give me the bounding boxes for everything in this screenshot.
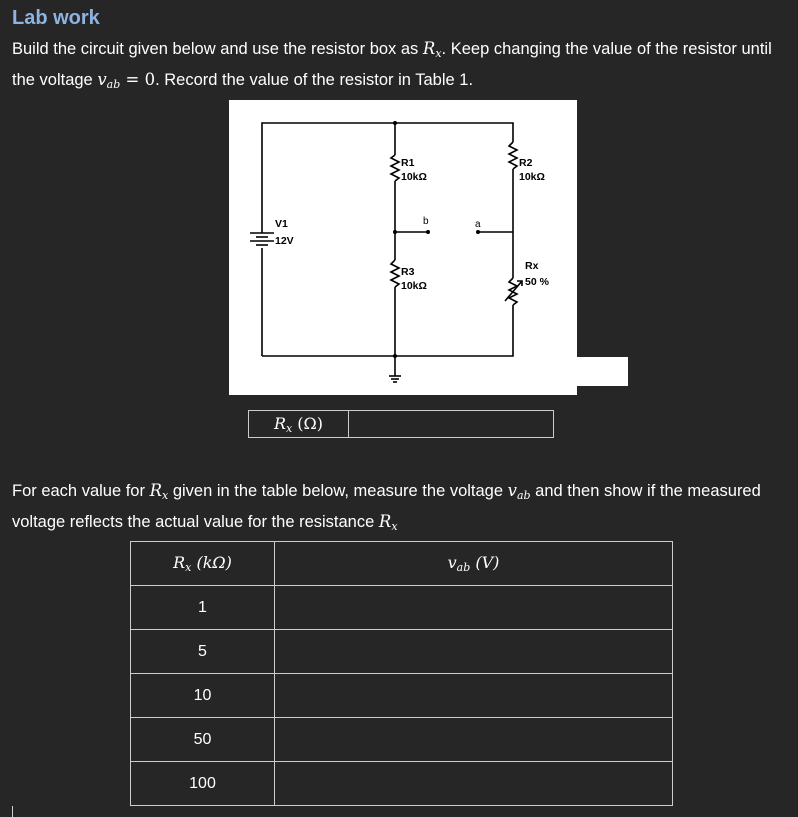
circuit-schematic [229, 100, 577, 395]
table-row [131, 762, 673, 806]
r1-value: 10kΩ [401, 171, 427, 183]
white-strip [577, 357, 628, 386]
table1-header-cell: $R_x$ (Ω) [249, 411, 349, 438]
section-heading: Lab work [12, 7, 100, 29]
vab-cell[interactable] [275, 762, 673, 806]
r1-label: R1 [401, 157, 415, 169]
rx-symbol: $R_x$ [149, 481, 169, 502]
rx-label: Rx [525, 260, 539, 272]
vab-cell[interactable] [275, 674, 673, 718]
r2-value: 10kΩ [519, 171, 545, 183]
vab-cell[interactable] [275, 586, 673, 630]
vab-cell[interactable] [275, 630, 673, 674]
second-paragraph: For each value for $R_x$ given in the table below, measure the voltage $v_{ab}$ and then show if the measured voltage reflects the actual value for the resistance $R_x$ [12, 481, 761, 533]
resistor-r2 [509, 142, 517, 169]
instructions-paragraph [12, 36, 792, 98]
table-row [131, 674, 673, 718]
table1-value-cell[interactable] [349, 411, 554, 438]
rx-cell: 5 [131, 630, 275, 674]
table2-header-rx: $R_x$ (kΩ) [131, 542, 275, 586]
instructions-text-3: . Record the value of the resistor in Table 1. [155, 71, 474, 89]
resistor-r1 [391, 155, 399, 181]
vab-cell[interactable] [275, 718, 673, 762]
v1-label: V1 [275, 218, 288, 230]
table2-header-vab: $v_{ab}$ (V) [275, 542, 673, 586]
vab-symbol: $v_{ab} = 0$ [97, 70, 156, 91]
rx-cell: 100 [131, 762, 275, 806]
rx-symbol: $R_x$ [378, 512, 398, 533]
rx-symbol: $R_x$ [422, 39, 442, 60]
r3-value: 10kΩ [401, 280, 427, 292]
table-row [131, 630, 673, 674]
resistor-r3 [391, 260, 399, 287]
v1-value: 12V [275, 235, 294, 247]
table-row [131, 718, 673, 762]
text-cursor [12, 806, 13, 817]
table-row [131, 586, 673, 630]
junction-b-mid [393, 230, 397, 234]
junction-bottom [393, 354, 397, 358]
node-b-dot [426, 230, 430, 234]
table-header-row [131, 542, 673, 586]
wire-top [262, 123, 513, 233]
table-row [249, 411, 554, 438]
rx-cell: 50 [131, 718, 275, 762]
rx-cell: 10 [131, 674, 275, 718]
wire-bottom [262, 305, 513, 356]
junction-top [393, 121, 397, 125]
rx-value: 50 % [525, 276, 549, 288]
node-a-dot [476, 230, 480, 234]
instructions-text-2: . Keep changing the value of the resistor until the voltage [12, 40, 772, 89]
instructions-text-1: Build the circuit given below and use the resistor box as [12, 40, 423, 58]
r3-label: R3 [401, 266, 415, 278]
circuit-diagram [229, 100, 577, 395]
table-1 [248, 410, 554, 438]
node-a-label: a [475, 219, 481, 230]
rx-cell: 1 [131, 586, 275, 630]
table-2 [130, 541, 673, 806]
node-b-label: b [423, 216, 429, 227]
vab-symbol: $v_{ab}$ [507, 481, 531, 502]
r2-label: R2 [519, 157, 533, 169]
